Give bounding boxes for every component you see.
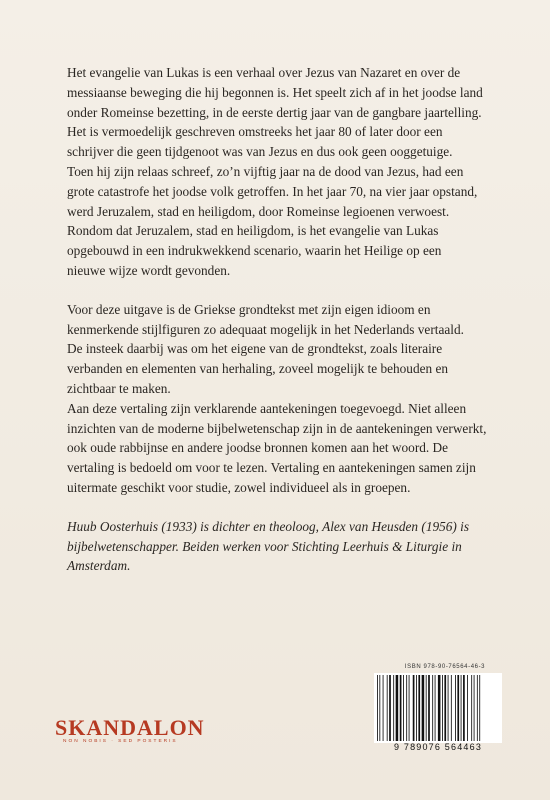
barcode-graphic [374,673,502,743]
barcode-stripe [474,675,475,741]
text-line: Toen hij zijn relaas schreef, zo’n vijftig jaar na de dood van Jezus, had een [67,163,464,179]
barcode-bars [374,673,502,743]
text-line: schrijver die geen tijdgenoot was van Jezus en dus ook geen ooggetuige. [67,144,453,160]
barcode-stripe [393,675,394,741]
barcode-stripe [448,675,449,741]
barcode-stripe [461,675,462,741]
publisher-logo: SKANDALON [55,715,205,740]
barcode [368,664,508,756]
text-line: bijbelwetenschapper. Beiden werken voor Stichting Leerhuis & Liturgie in Amsterdam. [67,538,462,574]
text-line: vertaling is bedoeld om voor te lezen. Vertaling en aantekeningen samen zijn [67,460,476,476]
paragraph-3 [67,399,499,498]
barcode-stripe [389,675,391,741]
barcode-number: 9 789076 564463 [393,742,483,752]
text-line: Aan deze vertaling zijn verklarende aantekeningen toegevoegd. Niet alleen [67,400,467,416]
publisher-tagline: NON NOBIS · SED POSTERIS [63,739,178,744]
barcode-stripe [406,675,407,741]
text-line: werd Jeruzalem, stad en heiligdom, door Romeinse legioenen verwoest. [67,203,450,219]
barcode-stripe [457,675,459,741]
barcode-stripe [435,675,436,741]
text-line: inzichten van de moderne bijbelwetenschap zijn in de aantekeningen verwerkt, [67,420,487,436]
text-line: opgebouwd in een indrukwekkend scenario, waarin het Heilige op een [67,243,442,259]
back-cover-text [67,63,499,576]
text-line: Huub Oosterhuis (1933) is dichter en theoloog, Alex van Heusden (1956) is [67,518,470,534]
text-line: De insteek daarbij was om het eigene van de grondtekst, zoals literaire [67,341,443,357]
text-line: grote catastrofe het joodse volk getroffen. In het jaar 70, na vier jaar opstand, [67,183,478,199]
text-line: verbanden en elementen van herhaling, zoveel mogelijk te behouden en [67,361,449,377]
barcode-stripe [442,675,443,741]
text-line: Het is vermoedelijk geschreven omstreeks het jaar 80 of later door een [67,124,443,140]
text-line: ook oude rabbijnse en andere joodse bronnen komen aan het woord. De [67,440,449,456]
text-line: zichtbaar te maken. [67,380,171,396]
barcode-stripe [379,675,380,741]
barcode-stripe [416,675,417,741]
barcode-stripe [438,675,441,741]
barcode-stripe [383,675,384,741]
text-line: messiaanse beweging die hij begonnen is. Het speelt zich af in het joodse land [67,84,483,100]
isbn-label: ISBN 978-90-76564-46-3 [404,664,486,670]
barcode-stripe [400,675,402,741]
paragraph-1 [67,63,499,281]
barcode-stripe [471,675,472,741]
barcode-stripe [413,675,415,741]
barcode-stripe [403,675,404,741]
text-line: kenmerkende stijlfiguren zo adequaat mogelijk in het Nederlands vertaald. [67,321,464,337]
barcode-stripe [396,675,399,741]
author-bio [67,517,499,576]
barcode-stripe [428,675,430,741]
text-line: Rondom dat Jeruzalem, stad en heiligdom, is het evangelie van Lukas [67,223,439,239]
barcode-stripe [422,675,425,741]
barcode-stripe [455,675,456,741]
barcode-stripe [432,675,433,741]
barcode-stripe [451,675,452,741]
barcode-stripe [426,675,427,741]
text-line: Voor deze uitgave is de Griekse grondtekst met zijn eigen idioom en [67,301,431,317]
barcode-stripe [409,675,410,741]
barcode-stripe [377,675,378,741]
text-line: Het evangelie van Lukas is een verhaal over Jezus van Nazaret en over de [67,65,461,80]
barcode-stripe [463,675,465,741]
paragraph-2 [67,300,499,399]
barcode-stripe [387,675,388,741]
barcode-stripe [477,675,478,741]
barcode-stripe [467,675,468,741]
barcode-stripe [418,675,420,741]
barcode-stripe [444,675,446,741]
barcode-stripe [479,675,480,741]
text-line: uitermate geschikt voor studie, zowel individueel als in groepen. [67,479,411,495]
text-line: onder Romeinse bezetting, in de eerste dertig jaar van de gangbare jaartelling. [67,104,482,120]
text-line: nieuwe wijze wordt gevonden. [67,262,231,278]
